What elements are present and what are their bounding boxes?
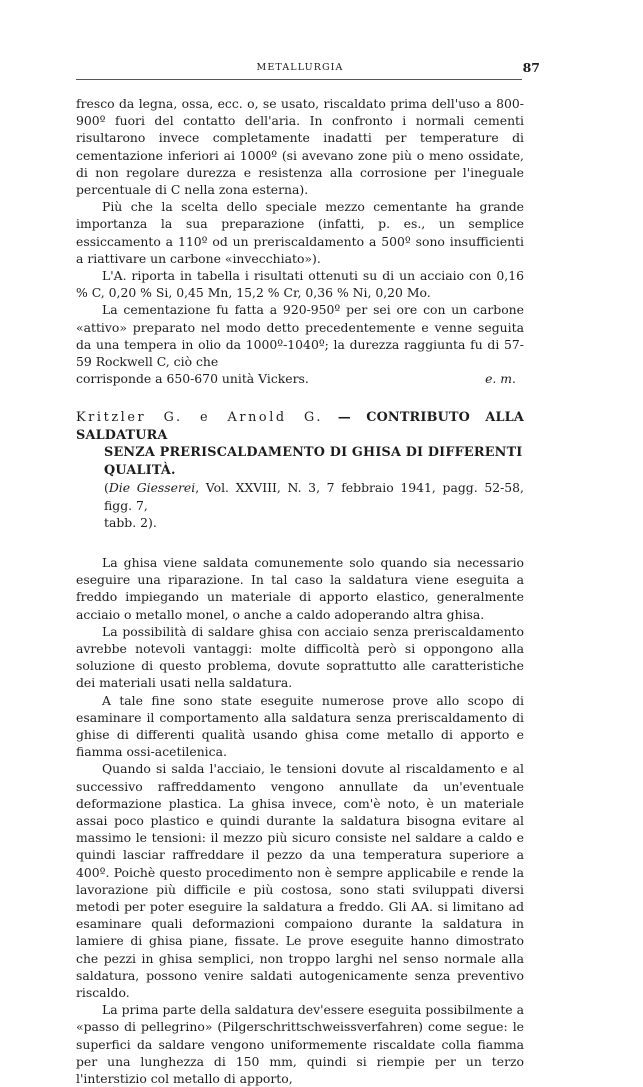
page-number: 87 bbox=[522, 60, 540, 75]
paragraph: Quando si salda l'acciaio, le tensioni dovute al riscaldamento e al successivo raffreddamento vengono annullate da un'eventuale deformazione plastica. La ghisa invece, com'è noto, è un materiale assai poco plastico e quindi durante la saldatura bisogna evitare al massimo le tensioni: il mezzo più sicuro consiste nel saldare a caldo e quindi lasciar raffreddare il pezzo da una temperatura superiore a 400º. Poichè questo procedimento non è sempre applicabile e rende la lavorazione più difficile e più costosa, sono stati sviluppati diversi metodi per poter eseguire la saldatura a freddo. Gli AA. si limitano ad esaminare quali deformazioni compaiono durante la saldatura in lamiere di ghisa piane, fissate. Le prove eseguite hanno dimostrato che pezzi in ghisa semplici, non troppo larghi nel senso normale alla saldatura, possono venire saldati autogenicamente senza preventivo riscaldo. bbox=[76, 761, 524, 1001]
heading-line bbox=[76, 409, 524, 444]
paragraph: fresco da legna, ossa, ecc. o, se usato, riscaldato prima dell'uso a 800-900º fuori del contatto dell'aria. In confronto i normali cementi risultarono invece completamente inadatti per temperature di cementazione inferiori ai 1000º (si avevano zone più o meno ossidate, di non regolare durezza e resistenza alla corrosione per l'ineguale percentuale di C nella zona esterna). bbox=[76, 96, 524, 198]
paragraph: La ghisa viene saldata comunemente solo quando sia necessario eseguire una riparazione. In tal caso la saldatura viene eseguita a freddo impiegando un materiale di apporto elastico, generalmente acciaio o metallo monel, o anche a caldo adoperando altra ghisa. bbox=[76, 554, 524, 622]
paragraph: La possibilità di saldare ghisa con acciaio senza preriscaldamento avrebbe notevoli vantaggi: molte difficoltà però si oppongono alla soluzione di questo problema, dovute soprattutto alle caratteristiche dei materiali usati nella saldatura. bbox=[76, 623, 524, 691]
paragraph-last-line bbox=[76, 370, 524, 387]
paragraph: La cementazione fu fatta a 920-950º per sei ore con un carbone «attivo» preparato nel modo detto precedentemente e venne seguita da una tempera in olio da 1000º-1040º; la durezza raggiunta fu di 57-59 Rockwell C, ciò che bbox=[76, 302, 524, 370]
paragraph: A tale fine sono state eseguite numerose prove allo scopo di esaminare il comportamento alla saldatura senza preriscaldamento di ghise di differenti qualità usando ghisa come metallo di apporto e fiamma ossi-acetilenica. bbox=[76, 692, 524, 760]
citation-end: tabb. 2). bbox=[104, 515, 157, 531]
page-body bbox=[76, 95, 524, 1087]
article-citation bbox=[76, 479, 524, 514]
reviewer-initials: e. m. bbox=[485, 371, 516, 387]
first-article-continuation bbox=[76, 95, 524, 387]
article-heading bbox=[76, 409, 524, 532]
citation-open: ( bbox=[104, 480, 109, 496]
article-title-part2: SENZA PRERISCALDAMENTO DI GHISA DI DIFFERENTI QUALITÀ. bbox=[104, 445, 523, 478]
second-article-body bbox=[76, 554, 524, 1087]
paragraph: Più che la scelta dello speciale mezzo cementante ha grande importanza la sua preparazione (infatti, p. es., un semplice essiccamento a 110º od un preriscaldamento a 500º sono insufficienti a riattivare un carbone «invecchiato»). bbox=[76, 199, 524, 266]
paragraph: La prima parte della saldatura dev'essere eseguita possibilmente a «passo di pellegrino» (Pilgerschrittschweissverfahren) come segue: le superfici da saldare vengono uniformemente riscaldate colla fiamma per una lunghezza di 150 mm, quindi si riempie per un terzo l'interstizio col metallo di apporto, bbox=[76, 1002, 524, 1087]
journal-name: Die Giesserei bbox=[108, 480, 196, 496]
running-title: METALLURGIA bbox=[256, 62, 344, 73]
paragraph-end-text: corrisponde a 650-670 unità Vickers. bbox=[76, 371, 309, 387]
header-rule bbox=[76, 79, 522, 80]
citation-details: , Vol. XXVIII, N. 3, 7 febbraio 1941, pagg. 52-58, figg. 7, bbox=[104, 480, 524, 513]
article-authors: Kritzler G. e Arnold G. bbox=[76, 410, 324, 426]
article-title-part1: — CONTRIBUTO ALLA SALDATURA bbox=[76, 410, 525, 443]
paragraph: L'A. riporta in tabella i risultati ottenuti su di un acciaio con 0,16 % C, 0,20 % Si, 0,45 Mn, 15,2 % Cr, 0,36 % Ni, 0,20 Mo. bbox=[76, 268, 524, 301]
running-header bbox=[76, 60, 540, 78]
